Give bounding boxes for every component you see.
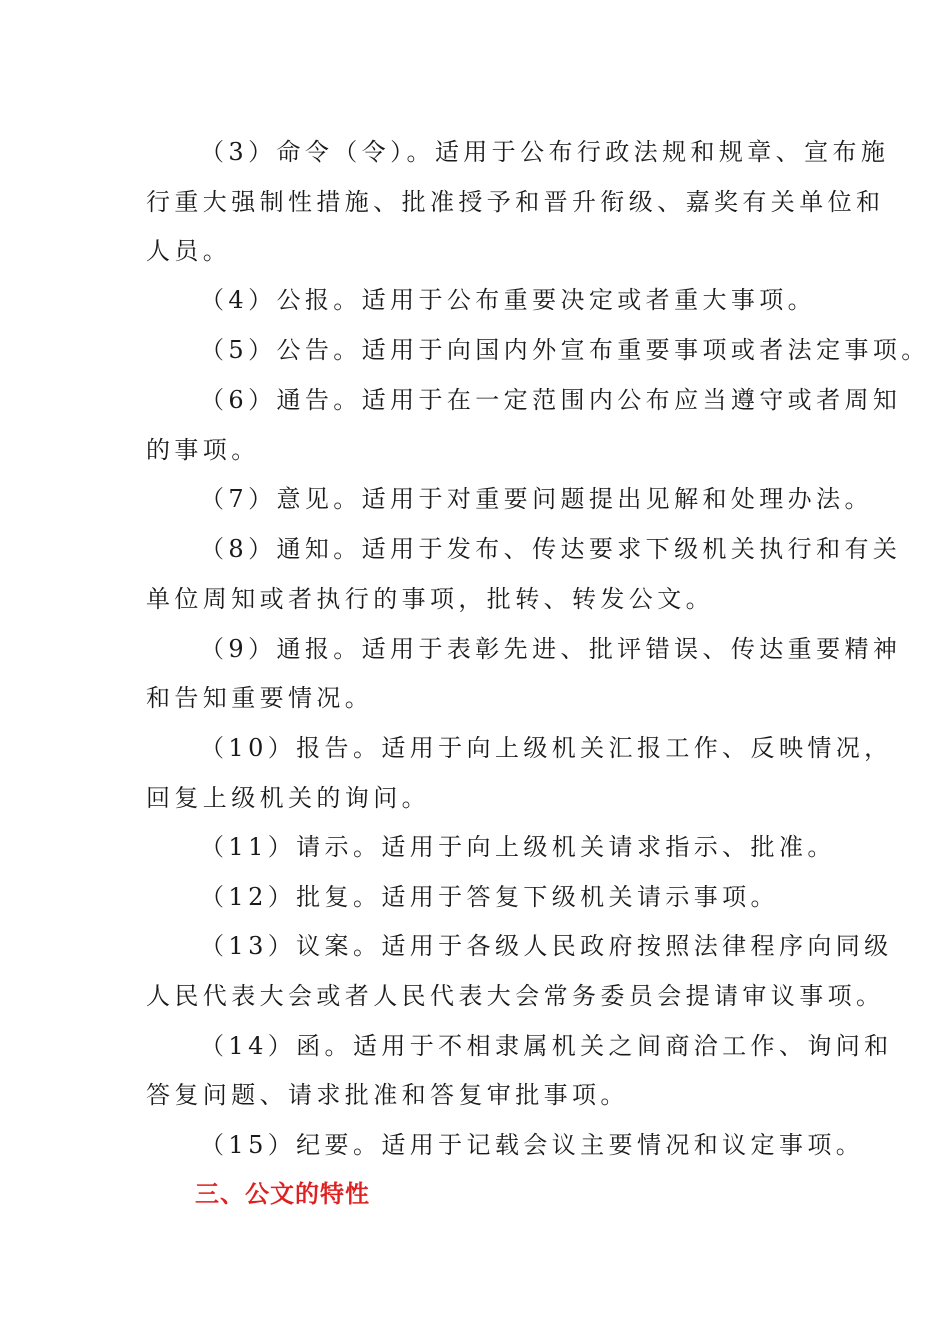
paragraph-line: （7）意见。适用于对重要问题提出见解和处理办法。 — [200, 485, 873, 513]
paragraph-line: （14）函。适用于不相隶属机关之间商洽工作、询问和 — [200, 1032, 893, 1060]
paragraph-line: 答复问题、请求批准和答复审批事项。 — [146, 1081, 629, 1109]
paragraph-line: 人民代表大会或者人民代表大会常务委员会提请审议事项。 — [146, 982, 885, 1010]
paragraph-line: （8）通知。适用于发布、传达要求下级机关执行和有关 — [200, 535, 902, 563]
paragraph-line: 的事项。 — [146, 436, 260, 464]
paragraph-line: （5）公告。适用于向国内外宣布重要事项或者法定事项。 — [200, 336, 930, 364]
paragraph-line: 和告知重要情况。 — [146, 684, 374, 712]
paragraph-line: （11）请示。适用于向上级机关请求指示、批准。 — [200, 833, 836, 861]
paragraph-line: （4）公报。适用于公布重要决定或者重大事项。 — [200, 286, 817, 314]
paragraph-line: 回复上级机关的询问。 — [146, 784, 430, 812]
paragraph-line: 行重大强制性措施、批准授予和晋升衔级、嘉奖有关单位和 — [146, 188, 885, 216]
section-heading: 三、公文的特性 — [195, 1180, 370, 1208]
paragraph-line: （10）报告。适用于向上级机关汇报工作、反映情况， — [200, 734, 893, 762]
paragraph-line: 单位周知或者执行的事项，批转、转发公文。 — [146, 585, 714, 613]
paragraph-line: （6）通告。适用于在一定范围内公布应当遵守或者周知 — [200, 386, 902, 414]
paragraph-line: （15）纪要。适用于记载会议主要情况和议定事项。 — [200, 1131, 865, 1159]
paragraph-line: （3）命令（令）。适用于公布行政法规和规章、宣布施 — [200, 138, 890, 166]
paragraph-line: （9）通报。适用于表彰先进、批评错误、传达重要精神 — [200, 635, 902, 663]
paragraph-line: （13）议案。适用于各级人民政府按照法律程序向同级 — [200, 932, 893, 960]
paragraph-line: （12）批复。适用于答复下级机关请示事项。 — [200, 883, 779, 911]
paragraph-line: 人员。 — [146, 237, 232, 265]
